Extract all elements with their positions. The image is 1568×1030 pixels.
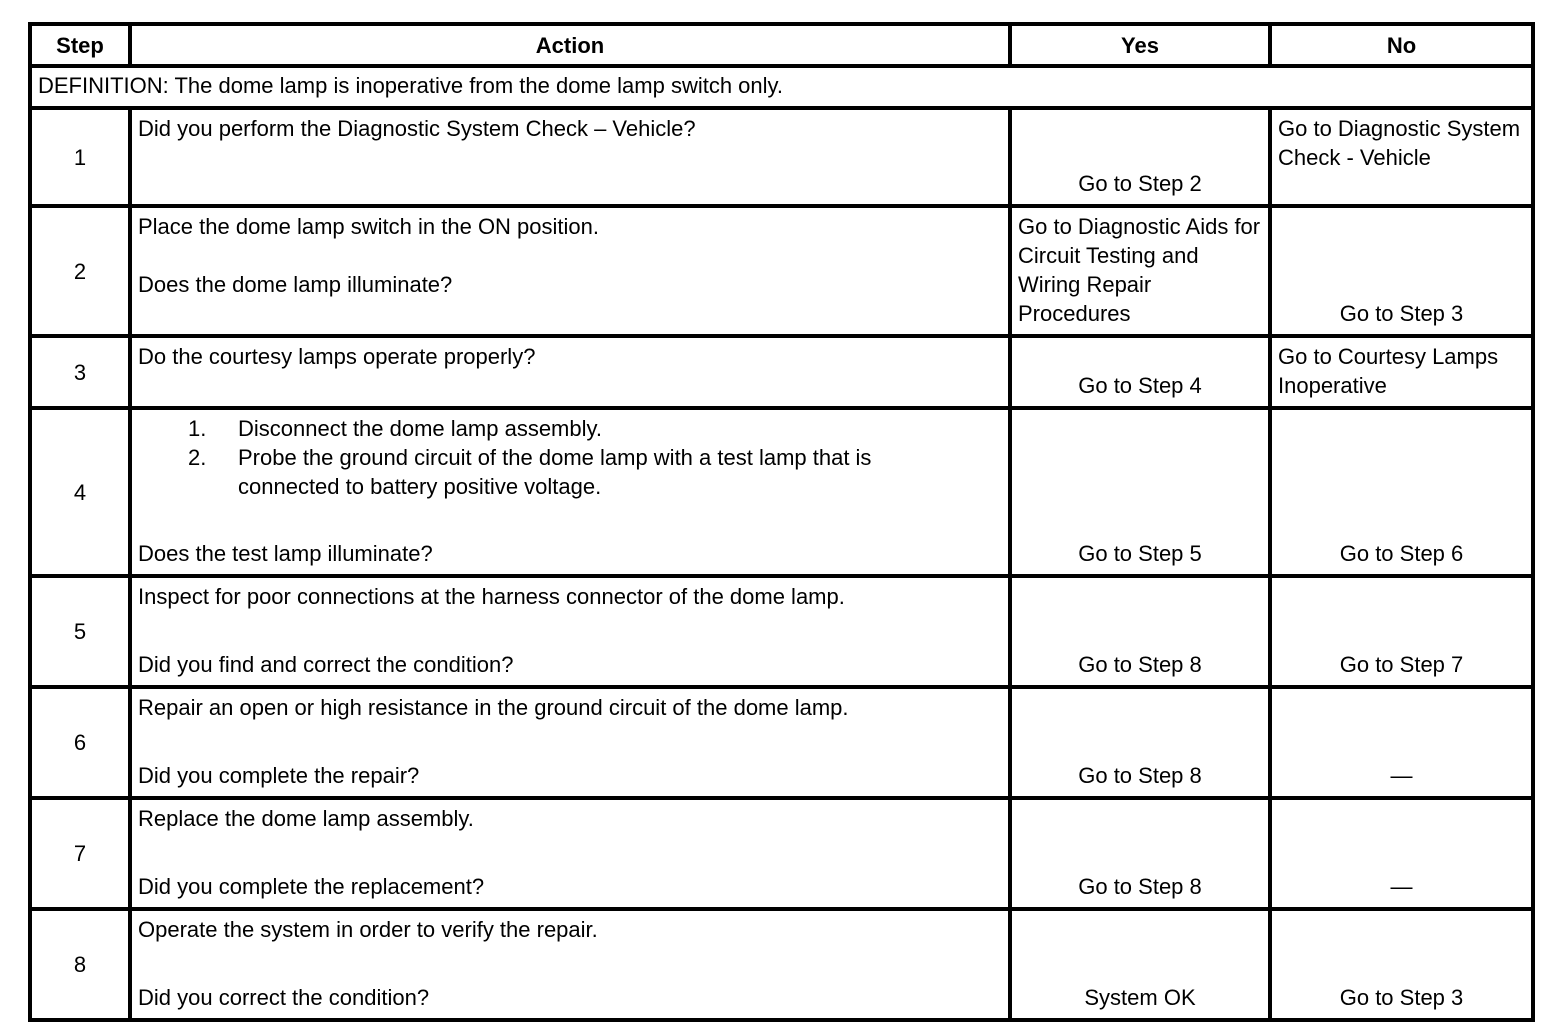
list-text: Probe the ground circuit of the dome lamp with a test lamp that is connected to battery positive voltage. [238, 445, 872, 499]
step-number: 6 [30, 687, 130, 798]
step-number: 1 [30, 108, 130, 206]
list-number: 2. [188, 445, 207, 470]
yes-text: Go to Step 8 [1078, 763, 1202, 788]
action-cell [130, 576, 1010, 687]
list-number: 1. [188, 416, 207, 441]
step-number: 7 [30, 798, 130, 909]
no-text: Go to Step 3 [1339, 985, 1464, 1010]
table-row [30, 909, 1533, 1020]
question-text: Did you complete the replacement? [138, 874, 485, 899]
action-text: Repair an open or high resistance in the ground circuit of the dome lamp. [138, 695, 849, 720]
action-cell [130, 909, 1010, 1020]
no-cell [1270, 336, 1533, 408]
yes-cell [1010, 206, 1270, 336]
action-text: Did you perform the Diagnostic System Check – Vehicle? [138, 116, 696, 141]
yes-text: Go to Step 5 [1078, 541, 1202, 566]
header-row [30, 24, 1533, 66]
question-text: Does the dome lamp illuminate? [138, 272, 453, 297]
diagnostic-table [28, 22, 1535, 1022]
table-row [30, 798, 1533, 909]
step-number: 5 [30, 576, 130, 687]
no-cell [1270, 576, 1533, 687]
no-cell [1270, 408, 1533, 576]
action-cell [130, 687, 1010, 798]
header-no: No [1270, 24, 1533, 66]
action-cell [130, 336, 1010, 408]
step-number: 8 [30, 909, 130, 1020]
action-text: Operate the system in order to verify the repair. [138, 917, 598, 942]
no-cell [1270, 909, 1533, 1020]
yes-text: Go to Step 8 [1078, 874, 1202, 899]
table-row [30, 408, 1533, 576]
no-cell [1270, 798, 1533, 909]
no-text: — [1390, 763, 1413, 788]
no-text: Go to Step 6 [1339, 541, 1464, 566]
table-row [30, 108, 1533, 206]
question-text: Did you complete the repair? [138, 763, 420, 788]
no-cell [1270, 687, 1533, 798]
table-row [30, 576, 1533, 687]
yes-cell [1010, 108, 1270, 206]
definition-text: DEFINITION: The dome lamp is inoperative from the dome lamp switch only. [30, 66, 1533, 108]
action-cell [130, 108, 1010, 206]
yes-cell [1010, 798, 1270, 909]
action-text: Replace the dome lamp assembly. [138, 806, 474, 831]
no-text: Go to Step 7 [1339, 652, 1464, 677]
action-list [138, 414, 1002, 501]
step-number: 4 [30, 408, 130, 576]
no-text: Go to Step 3 [1339, 301, 1464, 326]
list-item [188, 414, 1002, 443]
action-text: Do the courtesy lamps operate properly? [138, 344, 536, 369]
header-yes: Yes [1010, 24, 1270, 66]
yes-text: Go to Step 4 [1078, 373, 1202, 398]
yes-cell [1010, 336, 1270, 408]
no-text: — [1390, 874, 1413, 899]
question-text: Did you correct the condition? [138, 985, 430, 1010]
header-step: Step [30, 24, 130, 66]
header-action: Action [130, 24, 1010, 66]
step-number: 2 [30, 206, 130, 336]
yes-cell [1010, 909, 1270, 1020]
definition-row [30, 66, 1533, 108]
yes-text: Go to Diagnostic Aids for Circuit Testing and Wiring Repair Procedures [1018, 214, 1261, 326]
action-cell [130, 798, 1010, 909]
action-cell [130, 408, 1010, 576]
list-text: Disconnect the dome lamp assembly. [238, 416, 602, 441]
table-row [30, 687, 1533, 798]
no-cell [1270, 206, 1533, 336]
yes-cell [1010, 576, 1270, 687]
question-text: Did you find and correct the condition? [138, 652, 514, 677]
action-text: Place the dome lamp switch in the ON position. [138, 214, 600, 239]
no-text: Go to Courtesy Lamps Inoperative [1278, 344, 1499, 398]
yes-cell [1010, 408, 1270, 576]
step-number: 3 [30, 336, 130, 408]
question-text: Does the test lamp illuminate? [138, 541, 433, 566]
no-cell [1270, 108, 1533, 206]
yes-cell [1010, 687, 1270, 798]
table-row [30, 336, 1533, 408]
table-row [30, 206, 1533, 336]
action-cell [130, 206, 1010, 336]
yes-text: Go to Step 2 [1078, 171, 1202, 196]
list-item [188, 443, 1002, 501]
no-text: Go to Diagnostic System Check - Vehicle [1278, 116, 1521, 170]
yes-text: Go to Step 8 [1078, 652, 1202, 677]
yes-text: System OK [1084, 985, 1196, 1010]
action-text: Inspect for poor connections at the harness connector of the dome lamp. [138, 584, 845, 609]
